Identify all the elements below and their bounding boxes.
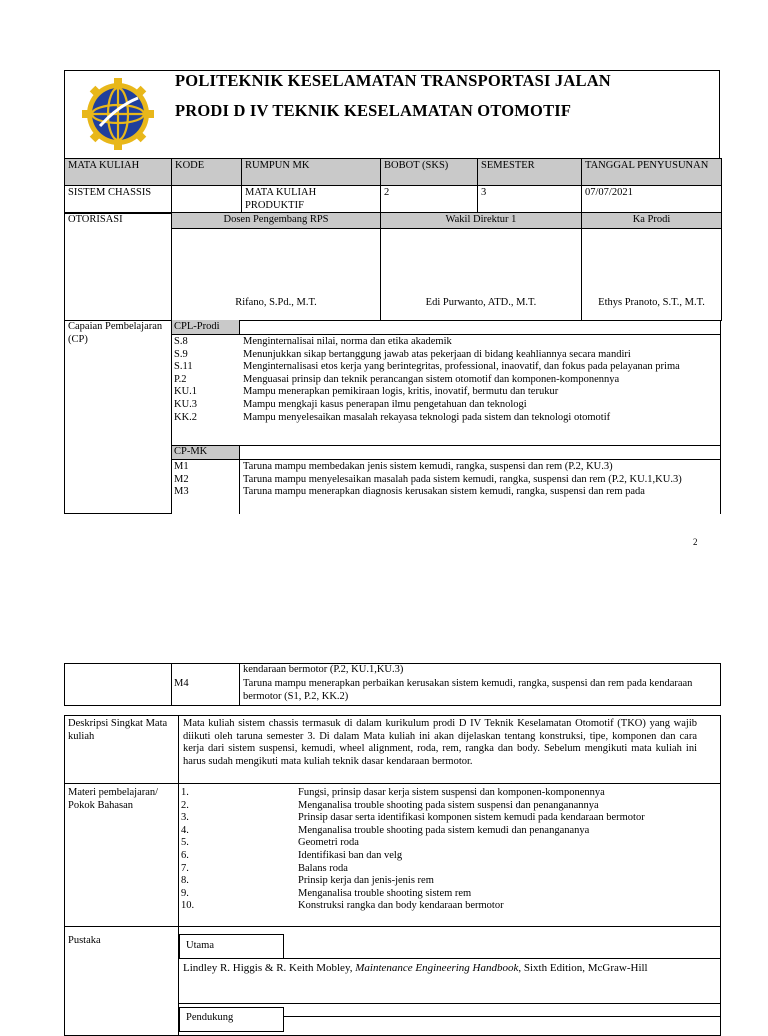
- list-item: 1. Fungsi, prinsip dasar kerja sistem suspensi dan komponen-komponennya: [181, 787, 605, 798]
- continued-divider: [239, 663, 240, 706]
- list-item: S.9 Menunjukkan sikap bertanggung jawab atas pekerjaan di bidang keahliannya secara mandiri: [174, 348, 631, 360]
- header-bobot: BOBOT (SKS): [381, 159, 478, 186]
- cpl-header: CPL-Prodi: [174, 321, 220, 332]
- role-kaprodi: Ka Prodi: [582, 213, 722, 229]
- list-item: 7. Balans roda: [181, 862, 348, 874]
- value-bobot: 2: [381, 186, 478, 214]
- utama-reference: Lindley R. Higgis & R. Keith Mobley, Maintenance Engineering Handbook, Sixth Edition, McGraw-Hill: [183, 962, 648, 974]
- name-dosen: Rifano, S.Pd., M.T.: [172, 228, 381, 320]
- role-wadir: Wakil Direktur 1: [381, 213, 582, 229]
- list-item: 8. Prinsip kerja dan jenis-jenis rem: [181, 875, 434, 887]
- list-item: 9. Menganalisa trouble shooting sistem rem: [181, 887, 472, 899]
- list-item: P.2 Menguasai prinsip dan teknik perancangan sistem otomotif dan komponen-komponennya: [174, 373, 620, 385]
- list-item: 3. Prinsip dasar serta identifikasi komponen sistem kemudi pada kendaraan bermotor: [181, 812, 645, 824]
- materi-list: [179, 787, 699, 913]
- otorisasi-label: OTORISASI: [65, 213, 172, 321]
- role-dosen: Dosen Pengembang RPS: [172, 213, 381, 229]
- header-mata-kuliah: MATA KULIAH: [65, 159, 172, 186]
- list-item: 10. Konstruksi rangka dan body kendaraan bermotor: [181, 900, 504, 912]
- capaian-label: Capaian Pembelajaran (CP): [68, 321, 163, 345]
- pustaka-label: Pustaka: [68, 935, 101, 946]
- cpl-header-rest: [239, 320, 721, 335]
- cpmk-header-rest: [239, 445, 721, 460]
- value-semester: 3: [478, 186, 582, 214]
- name-wadir: Edi Purwanto, ATD., M.T.: [381, 228, 582, 320]
- header-rumpun-mk: RUMPUN MK: [242, 159, 381, 186]
- header-semester: SEMESTER: [478, 159, 582, 186]
- header-tanggal: TANGGAL PENYUSUNAN: [582, 159, 722, 186]
- list-item: S.11 Menginternalisasi etos kerja yang berintegritas, professional, inaovatif, dan fokus pada pelayanan prima: [174, 361, 680, 373]
- list-item: 4. Menganalisa trouble shooting pada sistem kemudi dan penangananya: [181, 824, 590, 836]
- list-item: S.8 Menginternalisai nilai, norma dan etika akademik: [174, 336, 452, 347]
- utama-label: Utama: [186, 940, 214, 951]
- course-info-table: [64, 158, 722, 214]
- value-tanggal: 07/07/2021: [582, 186, 722, 214]
- m4-text: Taruna mampu menerapkan perbaikan kerusakan sistem kemudi, rangka, suspensi dan rem pada kendaraan bermotor (S1, P.2, KK.2): [243, 678, 693, 702]
- otorisasi-table: [64, 212, 722, 321]
- capaian-label-cell: [64, 320, 172, 514]
- list-item: M1 Taruna mampu membedakan jenis sistem kemudi, rangka, suspensi dan rem (P.2, KU.3): [174, 461, 613, 472]
- list-item: 2. Menganalisa trouble shooting pada sistem suspensi dan penanganannya: [181, 799, 599, 811]
- program-title: PRODI D IV TEKNIK KESELAMATAN OTOMOTIF: [175, 101, 572, 120]
- page-bottom-clip: [60, 514, 730, 534]
- list-item: M2 Taruna mampu menyelesaikan masalah pada sistem kemudi, rangka, suspensi dan rem (P.2, KU.1,KU.3): [174, 473, 682, 485]
- list-item: KU.1 Mampu menerapkan pemikiraan logis, kritis, inovatif, bermutu dan terukur: [174, 386, 559, 398]
- page-top-clip: [60, 648, 730, 663]
- cpmk-header: CP-MK: [174, 446, 208, 457]
- continued-left-cell: [64, 663, 172, 706]
- page-number: 2: [693, 537, 698, 547]
- institution-logo-icon: [82, 78, 154, 150]
- cpl-list: [172, 336, 702, 424]
- m4-code: M4: [174, 678, 189, 689]
- logo: [82, 78, 154, 150]
- value-mata-kuliah: SISTEM CHASSIS: [65, 186, 172, 214]
- name-kaprodi: Ethys Pranoto, S.T., M.T.: [582, 228, 722, 320]
- pendukung-label: Pendukung: [186, 1012, 234, 1023]
- list-item: KK.2 Mampu menyelesaikan masalah rekayasa teknologi pada sistem dan teknologi otomotif: [174, 411, 611, 423]
- pendukung-top-line: [178, 1003, 721, 1004]
- value-kode: [172, 186, 242, 214]
- deskripsi-text: Mata kuliah sistem chassis termasuk di dalam kurikulum prodi D IV Teknik Keselamatan Otomotif (TKO) yang wajib diikuti oleh taruna semester 3. Di dalam Mata kuliah ini akan dijelaskan tentang konstruksi, tipe, komponen dan cara kerja dari sistem suspensi, kemudi, wheel alignment, roda, rem, rangka dan body. Sebelum mengikuti mata kuliah ini harus sudah mengikuti mata kuliah teknik dasar kendaraan bermotor.: [183, 718, 697, 767]
- institution-title: POLITEKNIK KESELAMATAN TRANSPORTASI JALAN: [175, 71, 611, 90]
- list-item: KU.3 Mampu mengkaji kasus penerapan ilmu pengetahuan dan teknologi: [174, 398, 527, 410]
- m3-continuation: kendaraan bermotor (P.2, KU.1,KU.3): [243, 664, 404, 675]
- pendukung-line: [283, 1016, 721, 1017]
- list-item: 6. Identifikasi ban dan velg: [181, 849, 403, 861]
- value-rumpun-mk: MATA KULIAH PRODUKTIF: [242, 186, 381, 214]
- utama-line: [283, 958, 721, 959]
- cpmk-list: [172, 461, 702, 499]
- list-item: M3 Taruna mampu menerapkan diagnosis kerusakan sistem kemudi, rangka, suspensi dan rem pada: [174, 486, 645, 498]
- list-item: 5. Geometri roda: [181, 837, 359, 849]
- deskripsi-label: Deskripsi Singkat Mata kuliah: [68, 718, 168, 742]
- materi-label: Materi pembelajaran/ Pokok Bahasan: [68, 787, 159, 811]
- header-kode: KODE: [172, 159, 242, 186]
